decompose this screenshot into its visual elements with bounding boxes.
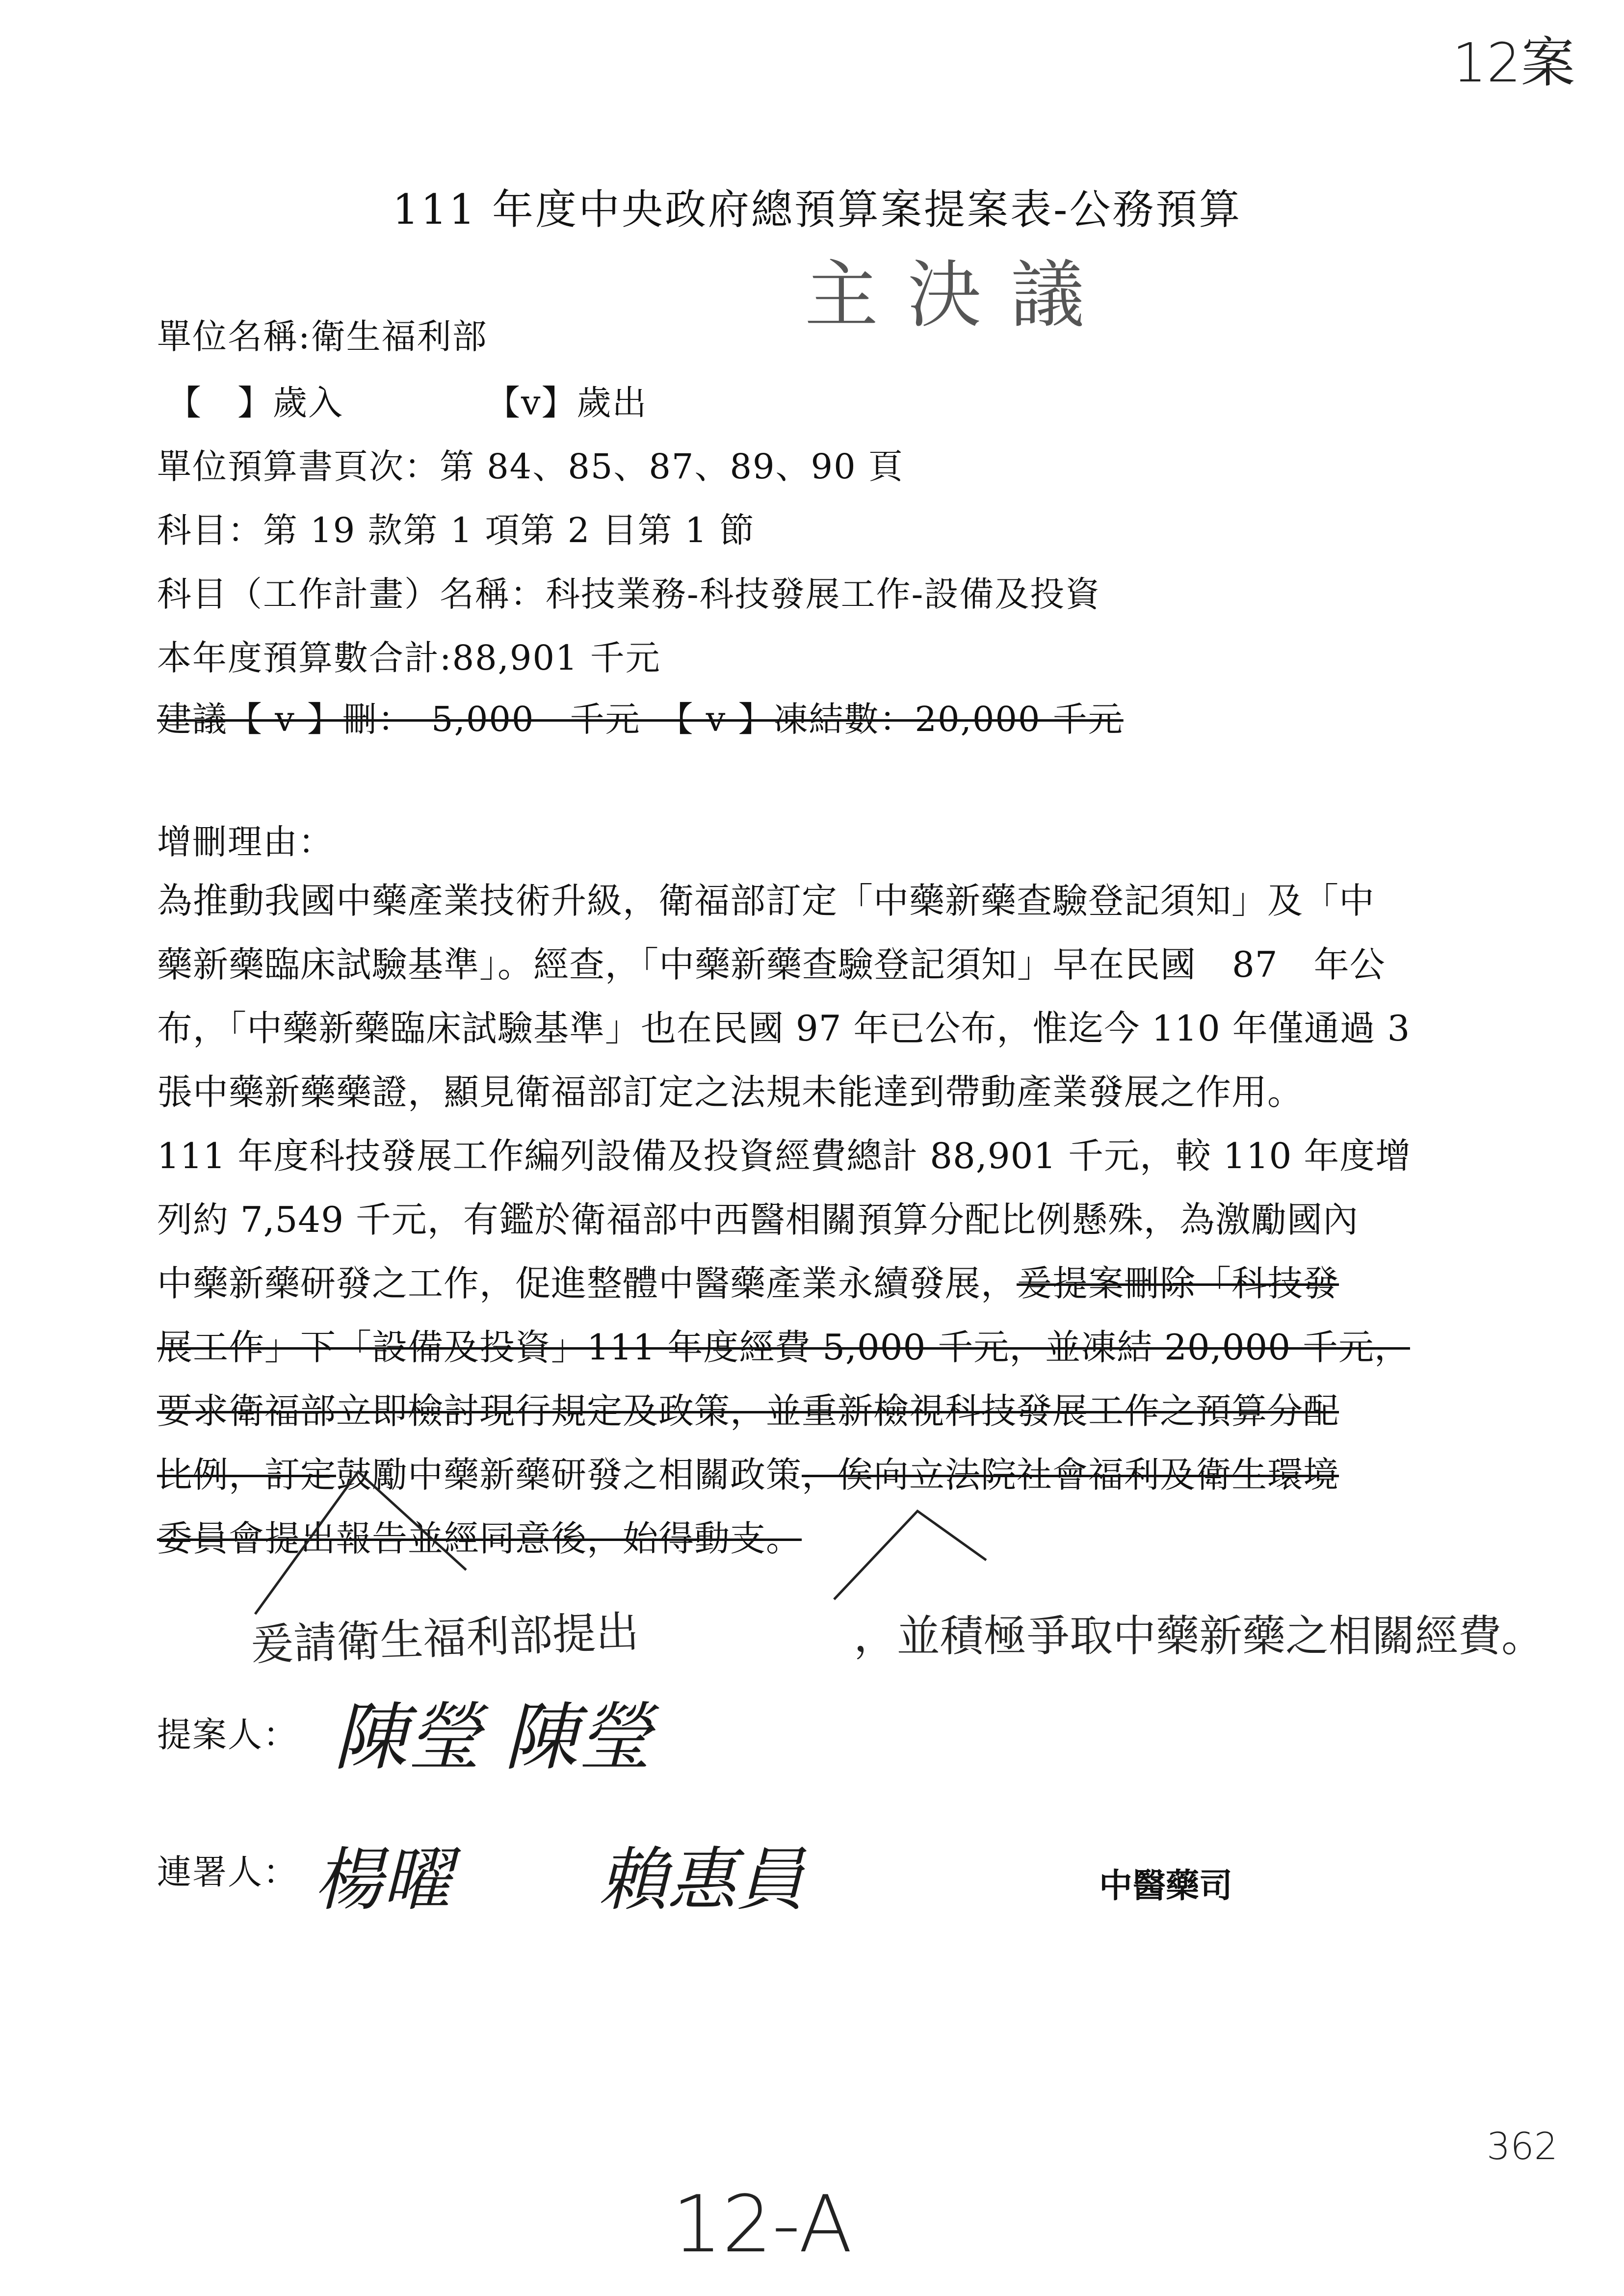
expense-checkbox: 【v】歲出 bbox=[486, 383, 648, 423]
handwritten-insert-right: ，並積極爭取中藥新藥之相關經費。 bbox=[854, 1611, 1545, 1661]
reason-line-2: 藥新藥臨床試驗基準」。經查，「中藥新藥查驗登記須知」早在民國 87 年公 bbox=[157, 944, 1386, 985]
proposer-label: 提案人： bbox=[157, 1715, 298, 1755]
reason-line-10-struck-b: ，俟向立法院社會福利及衛生環境 bbox=[802, 1454, 1339, 1495]
reason-line-5: 111 年度科技發展工作編列設備及投資經費總計 88,901 千元，較 110 年度增 bbox=[157, 1135, 1412, 1176]
budget-total: 本年度預算數合計:88,901 千元 bbox=[157, 638, 661, 678]
reason-line-7-struck: 爰提案刪除「科技發 bbox=[1017, 1263, 1339, 1304]
reason-heading: 增刪理由： bbox=[157, 822, 334, 862]
department-stamp: 中醫藥司 bbox=[1099, 1867, 1233, 1905]
cosigner-signature-2: 賴惠員 bbox=[599, 1840, 805, 1920]
work-plan-name: 科目（工作計畫）名稱：科技業務-科技發展工作-設備及投資 bbox=[157, 574, 1101, 614]
page-title: 111 年度中央政府總預算案提案表-公務預算 bbox=[393, 185, 1242, 234]
cosigner-signature-1: 楊曜 bbox=[314, 1840, 452, 1920]
reason-line-10-struck-a: 比例，訂定 bbox=[157, 1454, 337, 1495]
page-number: 362 bbox=[1487, 2124, 1558, 2168]
insert-caret-left bbox=[255, 1472, 466, 1614]
revenue-checkbox: 【 】歲入 bbox=[167, 383, 343, 423]
insert-caret-right bbox=[834, 1511, 986, 1599]
unit-name: 單位名稱:衛生福利部 bbox=[157, 316, 488, 357]
document-mark: 12-A bbox=[672, 2178, 853, 2270]
reason-line-7-plain: 中藥新藥研發之工作，促進整體中醫藥產業永續發展， bbox=[157, 1263, 1017, 1304]
reason-line-1: 為推動我國中藥產業技術升級，衛福部訂定「中藥新藥查驗登記須知」及「中 bbox=[157, 880, 1375, 921]
handwritten-insert-left: 爰請衛生福利部提出 bbox=[249, 1606, 640, 1670]
reason-line-6: 列約 7,549 千元，有鑑於衛福部中西醫相關預算分配比例懸殊，為激勵國內 bbox=[157, 1199, 1359, 1240]
budget-book-pages: 單位預算書頁次：第 84、85、87、89、90 頁 bbox=[157, 446, 904, 487]
subject-code: 科目：第 19 款第 1 項第 2 目第 1 節 bbox=[157, 510, 755, 550]
reason-line-3: 布，「中藥新藥臨床試驗基準」也在民國 97 年已公布，惟迄今 110 年僅通過 3 bbox=[157, 1008, 1411, 1049]
reason-line-4: 張中藥新藥藥證，顯見衛福部訂定之法規未能達到帶動產業發展之作用。 bbox=[157, 1071, 1304, 1113]
cosigner-label: 連署人： bbox=[157, 1852, 298, 1892]
reason-line-10-plain: 鼓勵中藥新藥研發之相關政策 bbox=[336, 1454, 802, 1495]
handwritten-resolution-mark: 主決議 bbox=[805, 253, 1114, 338]
suggestion-struck: 建議【 v 】刪： 5,000 千元 【 v 】凍結數：20,000 千元 bbox=[157, 699, 1124, 739]
reason-line-9-struck-b: 並重新檢視科技發展工作之預算分配 bbox=[766, 1390, 1339, 1432]
reason-line-8: 展工作」下「設備及投資」111 年度經費 5,000 千元，並凍結 20,000 千元， bbox=[157, 1327, 1410, 1368]
reason-line-9-struck-a: 要求衛福部立即檢討現行規定及政策， bbox=[157, 1390, 766, 1432]
reason-line-11: 委員會提出報告並經同意後，始得動支。 bbox=[157, 1518, 802, 1559]
corner-note: 12案 bbox=[1452, 31, 1575, 94]
proposer-signature: 陳瑩 陳瑩 bbox=[334, 1695, 652, 1780]
